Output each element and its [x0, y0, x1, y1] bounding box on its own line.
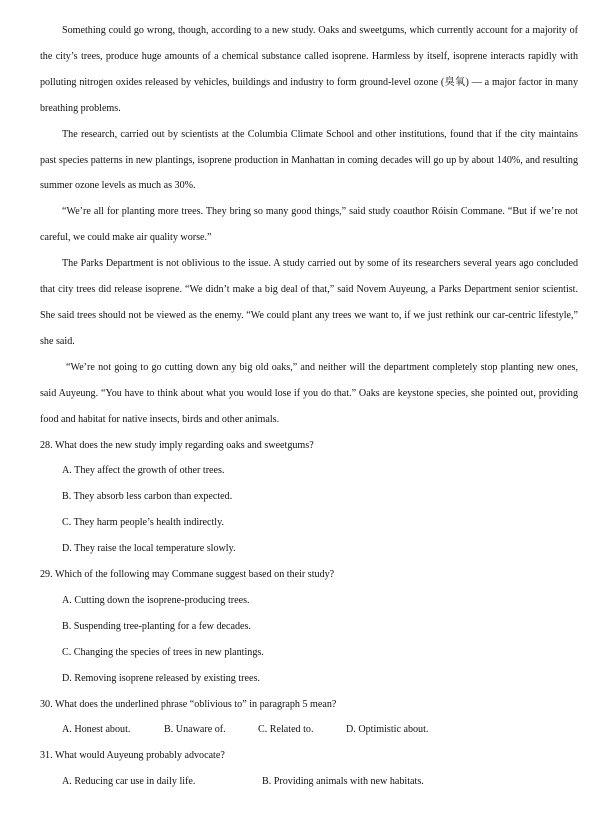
option-d: D. They raise the local temperature slowly. — [62, 543, 236, 555]
question-31 — [40, 743, 578, 795]
passage-paragraph-2: The research, carried out by scientists at the Columbia Climate School and other institutions, found that if the city maintains past species patterns in new plantings, isoprene production in Manhattan in coming decades will go up by about 140%, and resulting summer ozone levels as much as 30%. — [40, 128, 578, 192]
question-stem: 31. What would Auyeung probably advocate? — [40, 750, 225, 762]
option-a: A. Cutting down the isoprene-producing trees. — [62, 594, 250, 606]
option-row — [40, 769, 578, 795]
question-stem: 28. What does the new study imply regarding oaks and sweetgums? — [40, 439, 314, 451]
question-30 — [40, 692, 578, 744]
question-28 — [40, 433, 578, 563]
option-a: A. Reducing car use in daily life. — [62, 776, 196, 788]
question-stem: 30. What does the underlined phrase “oblivious to” in paragraph 5 mean? — [40, 698, 337, 710]
option-b: B. Unaware of. — [164, 724, 226, 736]
option-b: B. They absorb less carbon than expected. — [62, 491, 233, 503]
option-b: B. Providing animals with new habitats. — [262, 776, 424, 788]
option-d: D. Removing isoprene released by existing trees. — [62, 672, 260, 684]
option-d: D. Optimistic about. — [346, 724, 429, 736]
passage-paragraph-5: “We’re not going to go cutting down any big old oaks,” and neither will the department completely stop planting new ones, said Auyeung. “You have to think about what you would lose if you do that.” Oaks are keystone species, she pointed out, providing food and habitat for native insects, birds and other animals. — [40, 361, 578, 425]
option-b: B. Suspending tree-planting for a few decades. — [62, 620, 251, 632]
option-c: C. They harm people’s health indirectly. — [62, 517, 225, 529]
option-row — [40, 717, 578, 743]
question-stem: 29. Which of the following may Commane suggest based on their study? — [40, 569, 335, 581]
option-c: C. Changing the species of trees in new plantings. — [62, 646, 264, 658]
passage-paragraph-4: The Parks Department is not oblivious to the issue. A study carried out by some of its researchers several years ago concluded that city trees did release isoprene. “We didn’t make a big deal of that,” said Novem Auyeung, a Parks Department senior scientist. She said trees should not be viewed as the enemy. “We could plant any trees we want to, if we just rethink our car-centric lifestyle,” she said. — [40, 258, 578, 347]
exam-page — [40, 18, 578, 795]
option-a: A. Honest about. — [62, 724, 131, 736]
passage-paragraph-1: Something could go wrong, though, according to a new study. Oaks and sweetgums, which currently account for a majority of the city’s trees, produce huge amounts of a chemical substance called isoprene. Harmless by itself, isoprene interacts rapidly with polluting nitrogen oxides released by vehicles, buildings and industry to form ground-level ozone (臭氧) — a major factor in many breathing problems. — [40, 25, 578, 114]
option-a: A. They affect the growth of other trees. — [62, 465, 225, 477]
question-29 — [40, 562, 578, 692]
option-c: C. Related to. — [258, 724, 314, 736]
passage-paragraph-3: “We’re all for planting more trees. They bring so many good things,” said study coauthor Róisín Commane. “But if we’re not careful, we could make air quality worse.” — [40, 206, 578, 244]
